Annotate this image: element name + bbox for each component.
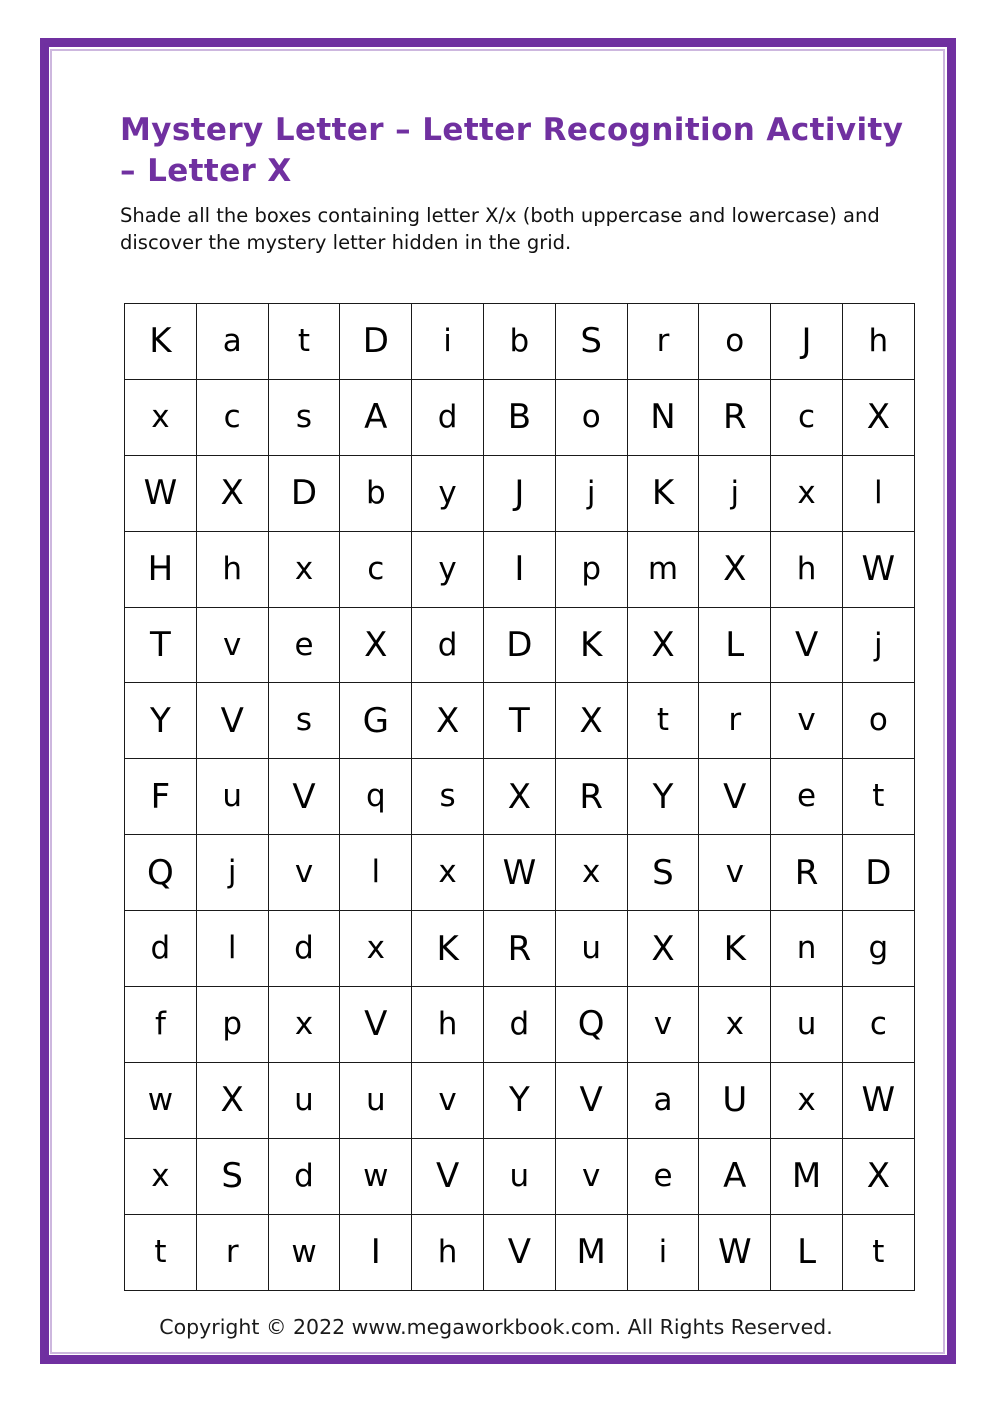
grid-cell[interactable]: V xyxy=(196,683,268,759)
grid-cell[interactable]: X xyxy=(196,1062,268,1138)
grid-cell[interactable]: l xyxy=(196,911,268,987)
grid-cell[interactable]: y xyxy=(412,531,484,607)
grid-cell[interactable]: D xyxy=(483,607,555,683)
grid-cell[interactable]: u xyxy=(268,1062,340,1138)
grid-cell[interactable]: Y xyxy=(125,683,197,759)
grid-cell[interactable]: v xyxy=(268,835,340,911)
grid-cell[interactable]: h xyxy=(771,531,843,607)
grid-cell[interactable]: x xyxy=(268,987,340,1063)
grid-cell[interactable]: j xyxy=(842,607,914,683)
grid-cell[interactable]: d xyxy=(268,911,340,987)
grid-cell[interactable]: x xyxy=(771,455,843,531)
grid-cell[interactable]: j xyxy=(196,835,268,911)
grid-cell[interactable]: c xyxy=(196,379,268,455)
grid-cell[interactable]: r xyxy=(196,1214,268,1290)
grid-cell[interactable]: x xyxy=(555,835,627,911)
grid-cell[interactable]: p xyxy=(555,531,627,607)
grid-cell[interactable]: s xyxy=(412,759,484,835)
grid-row xyxy=(125,1062,915,1138)
grid-cell[interactable]: J xyxy=(483,455,555,531)
grid-cell[interactable]: K xyxy=(627,455,699,531)
grid-cell[interactable]: x xyxy=(412,835,484,911)
grid-cell[interactable]: i xyxy=(627,1214,699,1290)
grid-cell[interactable]: v xyxy=(196,607,268,683)
grid-cell[interactable]: h xyxy=(842,304,914,380)
grid-cell[interactable]: A xyxy=(699,1138,771,1214)
grid-row xyxy=(125,455,915,531)
grid-cell[interactable]: r xyxy=(699,683,771,759)
grid-cell[interactable]: f xyxy=(125,987,197,1063)
grid-cell[interactable]: n xyxy=(771,911,843,987)
grid-cell[interactable]: p xyxy=(196,987,268,1063)
grid-row xyxy=(125,379,915,455)
grid-cell[interactable]: x xyxy=(125,1138,197,1214)
grid-cell[interactable]: x xyxy=(268,531,340,607)
grid-row xyxy=(125,987,915,1063)
grid-cell[interactable]: v xyxy=(699,835,771,911)
grid-cell[interactable]: X xyxy=(196,455,268,531)
grid-cell[interactable]: X xyxy=(699,531,771,607)
grid-cell[interactable]: t xyxy=(842,759,914,835)
grid-cell[interactable]: g xyxy=(842,911,914,987)
grid-cell[interactable]: t xyxy=(268,304,340,380)
grid-cell[interactable]: j xyxy=(555,455,627,531)
grid-row xyxy=(125,911,915,987)
grid-cell[interactable]: S xyxy=(555,304,627,380)
grid-cell[interactable]: W xyxy=(483,835,555,911)
grid-cell[interactable]: L xyxy=(771,1214,843,1290)
grid-cell[interactable]: B xyxy=(483,379,555,455)
grid-cell[interactable]: d xyxy=(412,607,484,683)
grid-cell[interactable]: W xyxy=(125,455,197,531)
grid-cell[interactable]: K xyxy=(125,304,197,380)
grid-cell[interactable]: t xyxy=(627,683,699,759)
grid-cell[interactable]: D xyxy=(842,835,914,911)
grid-cell[interactable]: S xyxy=(627,835,699,911)
grid-cell[interactable]: l xyxy=(842,455,914,531)
grid-cell[interactable]: V xyxy=(699,759,771,835)
grid-cell[interactable]: V xyxy=(412,1138,484,1214)
grid-cell[interactable]: I xyxy=(483,531,555,607)
grid-cell[interactable]: e xyxy=(627,1138,699,1214)
grid-cell[interactable]: e xyxy=(268,607,340,683)
page-title: Mystery Letter – Letter Recognition Activity – Letter X xyxy=(120,112,904,189)
grid-cell[interactable]: y xyxy=(412,455,484,531)
grid-cell[interactable]: X xyxy=(340,607,412,683)
grid-cell[interactable]: b xyxy=(340,455,412,531)
grid-cell[interactable]: w xyxy=(125,1062,197,1138)
grid-cell[interactable]: v xyxy=(412,1062,484,1138)
grid-cell[interactable]: v xyxy=(555,1138,627,1214)
grid-cell[interactable]: D xyxy=(268,455,340,531)
grid-cell[interactable]: T xyxy=(483,683,555,759)
grid-cell[interactable]: u xyxy=(771,987,843,1063)
grid-cell[interactable]: l xyxy=(340,835,412,911)
grid-cell[interactable]: t xyxy=(125,1214,197,1290)
grid-cell[interactable]: u xyxy=(555,911,627,987)
grid-cell[interactable]: r xyxy=(627,304,699,380)
grid-cell[interactable]: J xyxy=(771,304,843,380)
grid-cell[interactable]: K xyxy=(412,911,484,987)
grid-cell[interactable]: w xyxy=(340,1138,412,1214)
grid-cell[interactable]: V xyxy=(340,987,412,1063)
grid-cell[interactable]: c xyxy=(771,379,843,455)
grid-cell[interactable]: X xyxy=(842,379,914,455)
grid-cell[interactable]: w xyxy=(268,1214,340,1290)
grid-cell[interactable]: V xyxy=(555,1062,627,1138)
grid-cell[interactable]: t xyxy=(842,1214,914,1290)
grid-cell[interactable]: q xyxy=(340,759,412,835)
grid-cell[interactable]: u xyxy=(340,1062,412,1138)
grid-cell[interactable]: Y xyxy=(483,1062,555,1138)
header-block xyxy=(120,110,910,256)
grid-cell[interactable]: a xyxy=(627,1062,699,1138)
grid-cell[interactable]: D xyxy=(340,304,412,380)
grid-cell[interactable]: c xyxy=(340,531,412,607)
grid-cell[interactable]: I xyxy=(340,1214,412,1290)
grid-cell[interactable]: o xyxy=(555,379,627,455)
grid-cell[interactable]: R xyxy=(699,379,771,455)
grid-cell[interactable]: R xyxy=(771,835,843,911)
grid-cell[interactable]: i xyxy=(412,304,484,380)
grid-cell[interactable]: j xyxy=(699,455,771,531)
grid-cell[interactable]: Q xyxy=(125,835,197,911)
grid-cell[interactable]: G xyxy=(340,683,412,759)
letter-grid-container xyxy=(124,303,903,1277)
grid-cell[interactable]: x xyxy=(699,987,771,1063)
grid-cell[interactable]: a xyxy=(196,304,268,380)
grid-cell[interactable]: h xyxy=(412,987,484,1063)
grid-cell[interactable]: K xyxy=(699,911,771,987)
grid-cell[interactable]: x xyxy=(125,379,197,455)
grid-cell[interactable]: X xyxy=(842,1138,914,1214)
grid-cell[interactable]: Y xyxy=(627,759,699,835)
grid-row xyxy=(125,1214,915,1290)
grid-row xyxy=(125,304,915,380)
grid-cell[interactable]: X xyxy=(555,683,627,759)
grid-cell[interactable]: e xyxy=(771,759,843,835)
grid-cell[interactable]: b xyxy=(483,304,555,380)
grid-cell[interactable]: M xyxy=(555,1214,627,1290)
grid-row xyxy=(125,531,915,607)
grid-cell[interactable]: V xyxy=(771,607,843,683)
grid-row xyxy=(125,607,915,683)
grid-cell[interactable]: T xyxy=(125,607,197,683)
grid-cell[interactable]: Q xyxy=(555,987,627,1063)
grid-cell[interactable]: R xyxy=(483,911,555,987)
grid-row xyxy=(125,683,915,759)
grid-row xyxy=(125,835,915,911)
grid-cell[interactable]: v xyxy=(771,683,843,759)
grid-cell[interactable]: d xyxy=(125,911,197,987)
footer-copyright: Copyright © 2022 www.megaworkbook.com. All Rights Reserved. xyxy=(159,1315,833,1339)
grid-cell[interactable]: d xyxy=(483,987,555,1063)
grid-row xyxy=(125,1138,915,1214)
grid-cell[interactable]: v xyxy=(627,987,699,1063)
grid-cell[interactable]: s xyxy=(268,379,340,455)
grid-cell[interactable]: U xyxy=(699,1062,771,1138)
grid-cell[interactable]: x xyxy=(771,1062,843,1138)
grid-cell[interactable]: A xyxy=(340,379,412,455)
grid-cell[interactable]: W xyxy=(842,531,914,607)
grid-cell[interactable]: c xyxy=(842,987,914,1063)
grid-cell[interactable]: N xyxy=(627,379,699,455)
grid-cell[interactable]: F xyxy=(125,759,197,835)
grid-cell[interactable]: X xyxy=(483,759,555,835)
grid-cell[interactable]: h xyxy=(196,531,268,607)
grid-cell[interactable]: S xyxy=(196,1138,268,1214)
grid-cell[interactable]: K xyxy=(555,607,627,683)
grid-cell[interactable]: s xyxy=(268,683,340,759)
grid-cell[interactable]: W xyxy=(842,1062,914,1138)
grid-cell[interactable]: d xyxy=(412,379,484,455)
grid-cell[interactable]: h xyxy=(412,1214,484,1290)
grid-cell[interactable]: o xyxy=(699,304,771,380)
grid-cell[interactable]: u xyxy=(196,759,268,835)
grid-cell[interactable]: V xyxy=(483,1214,555,1290)
instructions-text: Shade all the boxes containing letter X/x (both uppercase and lowercase) and discover the mystery letter hidden in the grid. xyxy=(120,204,880,254)
letter-grid-body xyxy=(125,304,915,1291)
grid-cell[interactable]: u xyxy=(483,1138,555,1214)
grid-cell[interactable]: W xyxy=(699,1214,771,1290)
grid-cell[interactable]: R xyxy=(555,759,627,835)
grid-cell[interactable]: L xyxy=(699,607,771,683)
grid-cell[interactable]: o xyxy=(842,683,914,759)
grid-row xyxy=(125,759,915,835)
grid-cell[interactable]: d xyxy=(268,1138,340,1214)
grid-cell[interactable]: X xyxy=(627,911,699,987)
grid-cell[interactable]: M xyxy=(771,1138,843,1214)
letter-grid[interactable] xyxy=(124,303,915,1291)
grid-cell[interactable]: X xyxy=(412,683,484,759)
grid-cell[interactable]: m xyxy=(627,531,699,607)
grid-cell[interactable]: H xyxy=(125,531,197,607)
grid-cell[interactable]: x xyxy=(340,911,412,987)
grid-cell[interactable]: X xyxy=(627,607,699,683)
grid-cell[interactable]: V xyxy=(268,759,340,835)
